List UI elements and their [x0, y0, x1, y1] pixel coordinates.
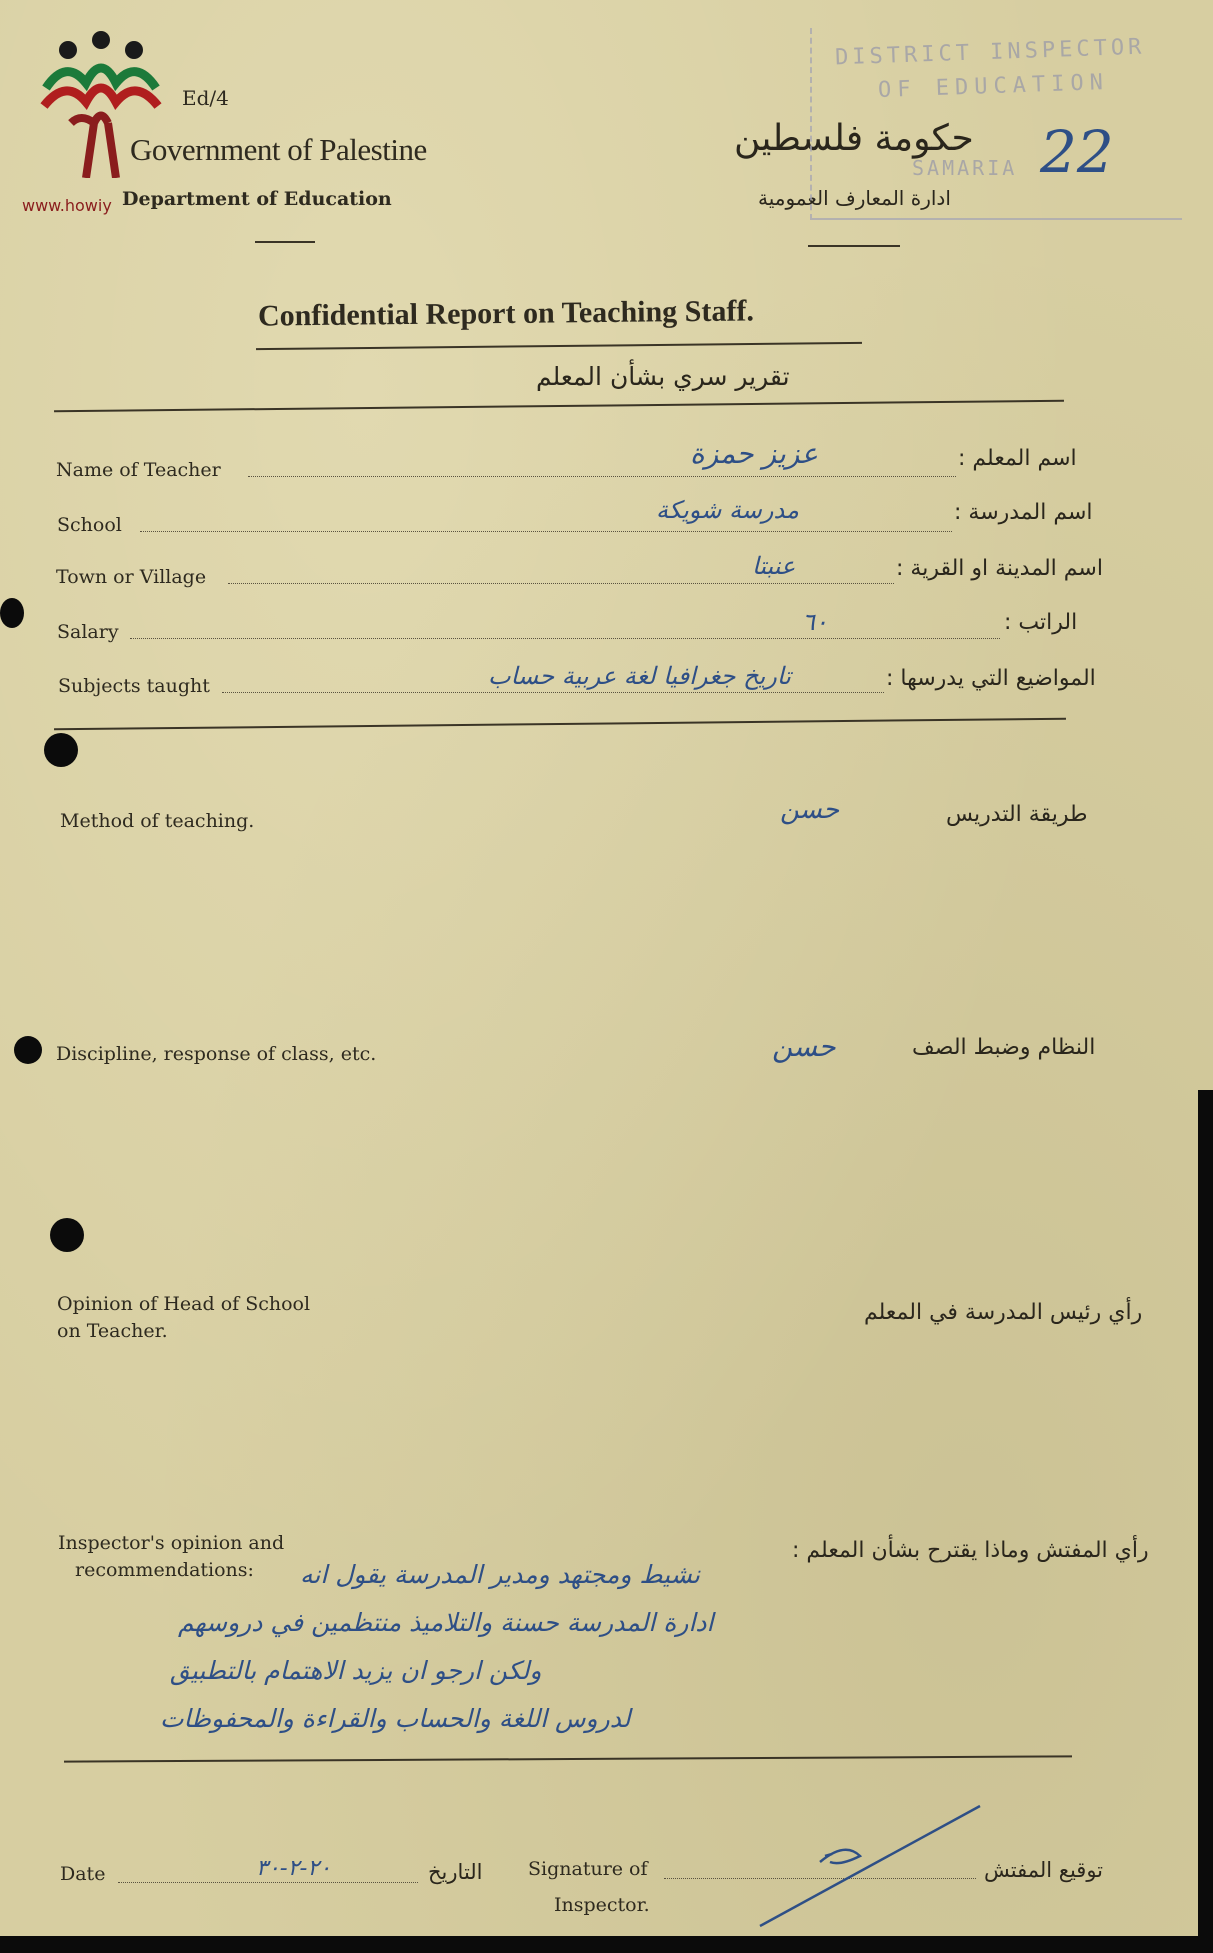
date-value[interactable]: ٢٠-٢-٣٠	[256, 1856, 332, 1881]
signature-label-ar: توقيع المفتش	[984, 1858, 1104, 1882]
inspector-label-en-2: recommendations:	[75, 1559, 254, 1581]
punch-hole-2	[14, 1036, 42, 1064]
inspector-text-line-4[interactable]: لدروس اللغة والحساب والقراءة والمحفوظات	[160, 1704, 631, 1733]
torn-edge-right	[1198, 1090, 1213, 1953]
head-opinion-label-ar: رأي رئيس المدرسة في المعلم	[864, 1300, 1143, 1325]
signature-label-en-1: Signature of	[528, 1858, 648, 1880]
inspector-text-line-2[interactable]: ادارة المدرسة حسنة والتلاميذ منتظمين في دروسهم	[178, 1608, 714, 1637]
government-ar: حكومة فلسطين	[734, 118, 974, 159]
field-value-name[interactable]: عزيز حمزة	[690, 437, 818, 470]
date-label-ar: التاريخ	[428, 1860, 483, 1884]
department-ar: ادارة المعارف العمومية	[758, 186, 951, 210]
report-title-en: Confidential Report on Teaching Staff.	[257, 294, 755, 333]
field-value-subjects[interactable]: تاريخ جغرافيا لغة عربية حساب	[488, 662, 791, 690]
government-en: Government of Palestine	[130, 132, 427, 167]
punch-hole-4	[0, 598, 24, 628]
inspector-text-line-3[interactable]: ولكن ارجو ان يزيد الاهتمام بالتطبيق	[170, 1656, 542, 1685]
field-value-town[interactable]: عنبتا	[752, 552, 796, 580]
form-code: Ed/4	[182, 86, 229, 110]
punch-hole-3	[50, 1218, 84, 1252]
date-line	[118, 1882, 418, 1883]
report-title-ar: تقرير سري بشأن المعلم	[536, 362, 790, 391]
stamp-line2: OF EDUCATION	[877, 69, 1110, 104]
field-label-en-salary: Salary	[57, 621, 119, 643]
torn-edge-bottom	[0, 1936, 1213, 1953]
inspector-text-line-1[interactable]: نشيط ومجتهد ومدير المدرسة يقول انه	[300, 1560, 700, 1589]
inspector-label-ar: رأي المفتش وماذا يقترح بشأن المعلم :	[792, 1538, 1149, 1563]
field-label-en-subjects: Subjects taught	[58, 675, 210, 697]
discipline-label-en: Discipline, response of class, etc.	[56, 1043, 377, 1065]
page-number: 22	[1040, 118, 1114, 186]
field-line-name	[248, 476, 956, 477]
watermark-url[interactable]: www.howiy	[22, 196, 112, 215]
field-value-school[interactable]: مدرسة شويكة	[656, 496, 799, 524]
field-line-subjects	[222, 692, 884, 693]
field-label-ar-name: اسم المعلم :	[958, 446, 1077, 471]
field-label-ar-town: اسم المدينة او القرية :	[896, 556, 1103, 581]
signature-label-en-2: Inspector.	[554, 1894, 650, 1916]
department-en: Department of Education	[122, 188, 392, 210]
head-opinion-label-en-1: Opinion of Head of School	[57, 1293, 311, 1315]
discipline-label-ar: النظام وضبط الصف	[912, 1035, 1096, 1060]
district-inspector-stamp	[800, 28, 1190, 218]
discipline-value[interactable]: حسن	[772, 1030, 836, 1063]
method-label-en: Method of teaching.	[60, 810, 255, 832]
inspector-signature-mark	[750, 1796, 990, 1936]
inspector-label-en-1: Inspector's opinion and	[58, 1532, 285, 1554]
date-label-en: Date	[60, 1863, 106, 1885]
field-line-town	[228, 583, 894, 584]
field-line-salary	[130, 638, 1000, 639]
method-label-ar: طريقة التدريس	[946, 802, 1088, 827]
stamp-line1: DISTRICT INSPECTOR	[834, 34, 1146, 71]
field-line-school	[140, 531, 952, 532]
header-right-rule	[808, 245, 900, 247]
stamp-line3: SAMARIA	[912, 156, 1018, 180]
field-label-en-school: School	[57, 514, 122, 536]
header-left-rule	[255, 241, 315, 243]
field-label-ar-subjects: المواضيع التي يدرسها :	[886, 666, 1096, 691]
method-value[interactable]: حسن	[780, 795, 840, 825]
field-label-en-town: Town or Village	[56, 566, 207, 588]
field-label-en-name: Name of Teacher	[56, 459, 221, 481]
field-label-ar-school: اسم المدرسة :	[954, 500, 1093, 525]
field-label-ar-salary: الراتب :	[1004, 610, 1078, 635]
field-value-salary[interactable]: ٦٠	[802, 608, 828, 636]
head-opinion-label-en-2: on Teacher.	[57, 1320, 168, 1342]
punch-hole-1	[44, 733, 78, 767]
